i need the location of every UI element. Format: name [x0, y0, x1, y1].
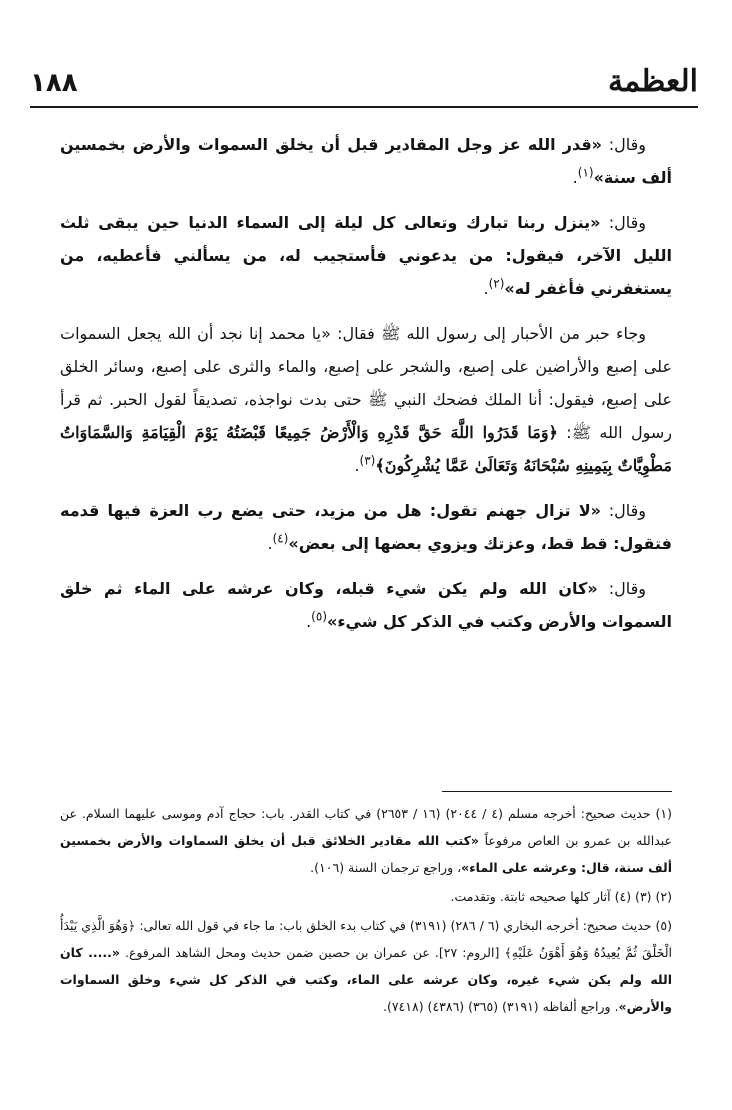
paragraph-end: .	[483, 279, 489, 298]
page-header	[30, 62, 698, 108]
footnote-quote: «..... كان الله ولم يكن شيء غيره، وكان عرشه على الماء، وكتب في الذكر كل شيء وخلق السماوات والأرض»	[60, 945, 672, 1014]
hadith-quote: «كان الله ولم يكن شيء قبله، وكان عرشه على الماء ثم خلق السموات والأرض وكتب في الذكر كل شيء»	[60, 579, 672, 631]
footnote-1	[60, 800, 672, 881]
paragraph-5	[60, 572, 672, 638]
footnote-2	[60, 883, 672, 910]
footnote-ref: (٣)	[359, 453, 376, 468]
hadith-quote: «لا تزال جهنم تقول: هل من مزيد، حتى يضع رب العزة فيها قدمه فتقول: قط قط، وعزتك ويزوي بعضها إلى بعض»	[60, 501, 672, 553]
footnote-tail: ، وراجع ترجمان السنة (١٠٦).	[310, 860, 462, 875]
paragraph-1	[60, 128, 672, 194]
footnote-3	[60, 912, 672, 1020]
footnote-ref: (١)	[577, 165, 594, 180]
paragraph-end: .	[306, 612, 312, 631]
footnotes	[60, 800, 672, 1022]
paragraph-lead: وقال:	[601, 501, 646, 520]
footnote-text: (٥) حديث صحيح: أخرجه البخاري (٦ / ٢٨٦) (٣١٩١) في كتاب بدء الخلق باب: ما جاء في قول الله تعالى: ﴿وَهُوَ الَّذِي يَبْدَأُ الْخَلْقَ ثُمَّ يُعِيدُهُ وَهُوَ أَهْوَنُ عَلَيْهِ﴾ [الروم: ٢٧]. عن عمران بن حصين ضمن حديث ومحل الشاهد المرفوع.	[60, 918, 672, 960]
footnote-quote: «كتب الله مقادير الخلائق قبل أن يخلق السماوات والأرض بخمسين ألف سنة، قال: وعرشه على الماء»	[60, 833, 672, 875]
footnote-text: (١) حديث صحيح: أخرجه مسلم (٤ / ٢٠٤٤) (١٦ / ٢٦٥٣) في كتاب القدر. باب: حجاج آدم وموسى عليهما السلام. عن عبدالله بن عمرو بن العاص مرفوعاً	[60, 806, 672, 848]
paragraph-end: .	[354, 456, 360, 475]
paragraph-lead: وقال:	[597, 579, 647, 598]
hadith-quote: «ينزل ربنا تبارك وتعالى كل ليلة إلى السماء الدنيا حين يبقى ثلث الليل الآخر، فيقول: من يدعوني فأستجيب له، من يسألني فأعطيه، من يستغفرني فأغفر له»	[60, 213, 672, 298]
main-text	[60, 128, 672, 650]
book-title: العظمة	[608, 64, 698, 99]
footnote-ref: (٥)	[311, 609, 327, 624]
footnote-tail: . وراجع ألفاظه (٣١٩١) (٣٦٥) (٤٣٨٦) (٧٤١٨).	[382, 999, 619, 1014]
paragraph-lead: وقال:	[600, 213, 646, 232]
paragraph-2	[60, 206, 672, 305]
footnote-divider	[442, 791, 672, 792]
paragraph-4	[60, 494, 672, 560]
quran-verse: ﴿وَمَا قَدَرُوا اللَّهَ حَقَّ قَدْرِهِ وَالْأَرْضُ جَمِيعًا قَبْضَتُهُ يَوْمَ الْقِيَامَةِ وَالسَّمَاوَاتُ مَطْوِيَّاتٌ بِيَمِينِهِ سُبْحَانَهُ وَتَعَالَىٰ عَمَّا يُشْرِكُونَ﴾	[60, 423, 672, 475]
footnote-ref: (٢)	[488, 276, 505, 291]
paragraph-lead: وجاء حبر من الأحبار إلى رسول الله ﷺ فقال: «يا محمد إنا نجد أن الله يجعل السموات على إصبع والأراضين على إصبع، والشجر على إصبع، والماء والثرى على إصبع، وسائر الخلق على إصبع، فيقول: أنا الملك فضحك النبي ﷺ حتى بدت نواجذه، تصديقاً لقول الحبر. ثم قرأ رسول الله ﷺ:	[60, 324, 672, 442]
page-number: ١٨٨	[30, 68, 78, 98]
footnote-ref: (٤)	[272, 531, 289, 546]
paragraph-end: .	[572, 168, 578, 187]
paragraph-lead: وقال:	[602, 135, 646, 154]
paragraph-end: .	[267, 534, 273, 553]
paragraph-3	[60, 317, 672, 482]
hadith-quote: «قدر الله عز وجل المقادير قبل أن يخلق السموات والأرض بخمسين ألف سنة»	[60, 135, 672, 187]
footnote-text: (٢) (٣) (٤) آثار كلها صحيحه ثابتة. وتقدمت.	[450, 889, 672, 904]
